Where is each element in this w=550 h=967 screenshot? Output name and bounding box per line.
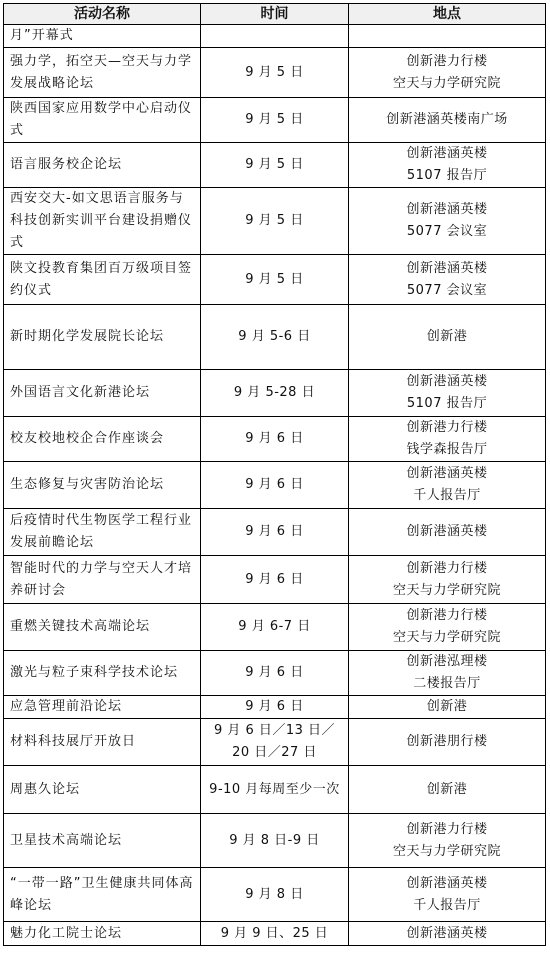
event-name-cell: “一带一路”卫生健康共同体高峰论坛	[4, 868, 201, 922]
event-name-cell: 外国语言文化新港论坛	[4, 370, 201, 417]
event-time-cell: 9 月 5 日	[201, 255, 349, 305]
event-name-cell: 语言服务校企论坛	[4, 143, 201, 188]
table-row	[4, 48, 546, 98]
table-row	[4, 604, 546, 651]
event-place-cell: 创新港力行楼 空天与力学研究院	[349, 604, 546, 651]
header-time: 时间	[201, 4, 349, 25]
header-row	[4, 4, 546, 25]
event-place-cell: 创新港涵英楼 5077 会议室	[349, 188, 546, 255]
event-time-cell: 9 月 5 日	[201, 98, 349, 143]
table-row	[4, 766, 546, 814]
event-place-cell: 创新港	[349, 766, 546, 814]
table-row	[4, 255, 546, 305]
table-row	[4, 556, 546, 604]
event-time-cell: 9 月 6 日	[201, 509, 349, 556]
event-time-cell: 9 月 6-7 日	[201, 604, 349, 651]
event-place-cell: 创新港涵英楼	[349, 509, 546, 556]
table-row	[4, 98, 546, 143]
event-place-cell: 创新港涵英楼	[349, 922, 546, 946]
event-name-cell: 魅力化工院士论坛	[4, 922, 201, 946]
event-place-cell: 创新港力行楼 空天与力学研究院	[349, 814, 546, 868]
table-row	[4, 188, 546, 255]
event-name-cell: 陕文投教育集团百万级项目签约仪式	[4, 255, 201, 305]
event-time-cell: 9 月 6 日	[201, 417, 349, 462]
event-time-cell: 9 月 6 日	[201, 462, 349, 509]
table-row	[4, 922, 546, 946]
event-place-cell: 创新港涵英楼 5107 报告厅	[349, 370, 546, 417]
event-name-cell: 月”开幕式	[4, 25, 201, 48]
event-name-cell: 材料科技展厅开放日	[4, 719, 201, 766]
event-time-cell: 9 月 5 日	[201, 188, 349, 255]
table-row	[4, 814, 546, 868]
event-name-cell: 新时期化学发展院长论坛	[4, 305, 201, 370]
header-place: 地点	[349, 4, 546, 25]
table-row	[4, 696, 546, 719]
event-time-cell: 9 月 6 日	[201, 651, 349, 696]
event-name-cell: 激光与粒子束科学技术论坛	[4, 651, 201, 696]
event-time-cell: 9 月 5 日	[201, 143, 349, 188]
table-row	[4, 370, 546, 417]
event-place-cell: 创新港	[349, 305, 546, 370]
event-place-cell: 创新港	[349, 696, 546, 719]
event-name-cell: 周惠久论坛	[4, 766, 201, 814]
event-time-cell: 9-10 月每周至少一次	[201, 766, 349, 814]
table-row	[4, 305, 546, 370]
event-name-cell: 重燃关键技术高端论坛	[4, 604, 201, 651]
event-name-cell: 卫星技术高端论坛	[4, 814, 201, 868]
event-name-cell: 西安交大-如文思语言服务与科技创新实训平台建设捐赠仪式	[4, 188, 201, 255]
event-place-cell: 创新港涵英楼 千人报告厅	[349, 868, 546, 922]
event-place-cell: 创新港泓理楼 二楼报告厅	[349, 651, 546, 696]
event-name-cell: 强力学，拓空天—空天与力学发展战略论坛	[4, 48, 201, 98]
event-place-cell: 创新港涵英楼 5077 会议室	[349, 255, 546, 305]
table-row	[4, 651, 546, 696]
event-time-cell: 9 月 8 日-9 日	[201, 814, 349, 868]
event-name-cell: 陕西国家应用数学中心启动仪式	[4, 98, 201, 143]
events-table	[3, 3, 546, 946]
table-row	[4, 462, 546, 509]
table-row	[4, 868, 546, 922]
event-time-cell	[201, 25, 349, 48]
event-name-cell: 后疫情时代生物医学工程行业发展前瞻论坛	[4, 509, 201, 556]
event-place-cell: 创新港力行楼 空天与力学研究院	[349, 48, 546, 98]
event-place-cell: 创新港力行楼 空天与力学研究院	[349, 556, 546, 604]
event-name-cell: 校友校地校企合作座谈会	[4, 417, 201, 462]
table-row	[4, 509, 546, 556]
event-time-cell: 9 月 5-28 日	[201, 370, 349, 417]
event-place-cell	[349, 25, 546, 48]
event-time-cell: 9 月 6 日	[201, 696, 349, 719]
event-name-cell: 生态修复与灾害防治论坛	[4, 462, 201, 509]
event-name-cell: 应急管理前沿论坛	[4, 696, 201, 719]
table-row	[4, 143, 546, 188]
event-time-cell: 9 月 8 日	[201, 868, 349, 922]
event-place-cell: 创新港朋行楼	[349, 719, 546, 766]
event-time-cell: 9 月 9 日、25 日	[201, 922, 349, 946]
table-row	[4, 25, 546, 48]
event-place-cell: 创新港涵英楼 5107 报告厅	[349, 143, 546, 188]
table-row	[4, 417, 546, 462]
event-time-cell: 9 月 5-6 日	[201, 305, 349, 370]
event-place-cell: 创新港涵英楼 千人报告厅	[349, 462, 546, 509]
event-time-cell: 9 月 6 日／13 日／20 日／27 日	[201, 719, 349, 766]
table-row	[4, 719, 546, 766]
event-time-cell: 9 月 6 日	[201, 556, 349, 604]
event-name-cell: 智能时代的力学与空天人才培养研讨会	[4, 556, 201, 604]
header-name: 活动名称	[4, 4, 201, 25]
event-time-cell: 9 月 5 日	[201, 48, 349, 98]
event-place-cell: 创新港力行楼 钱学森报告厅	[349, 417, 546, 462]
event-place-cell: 创新港涵英楼南广场	[349, 98, 546, 143]
